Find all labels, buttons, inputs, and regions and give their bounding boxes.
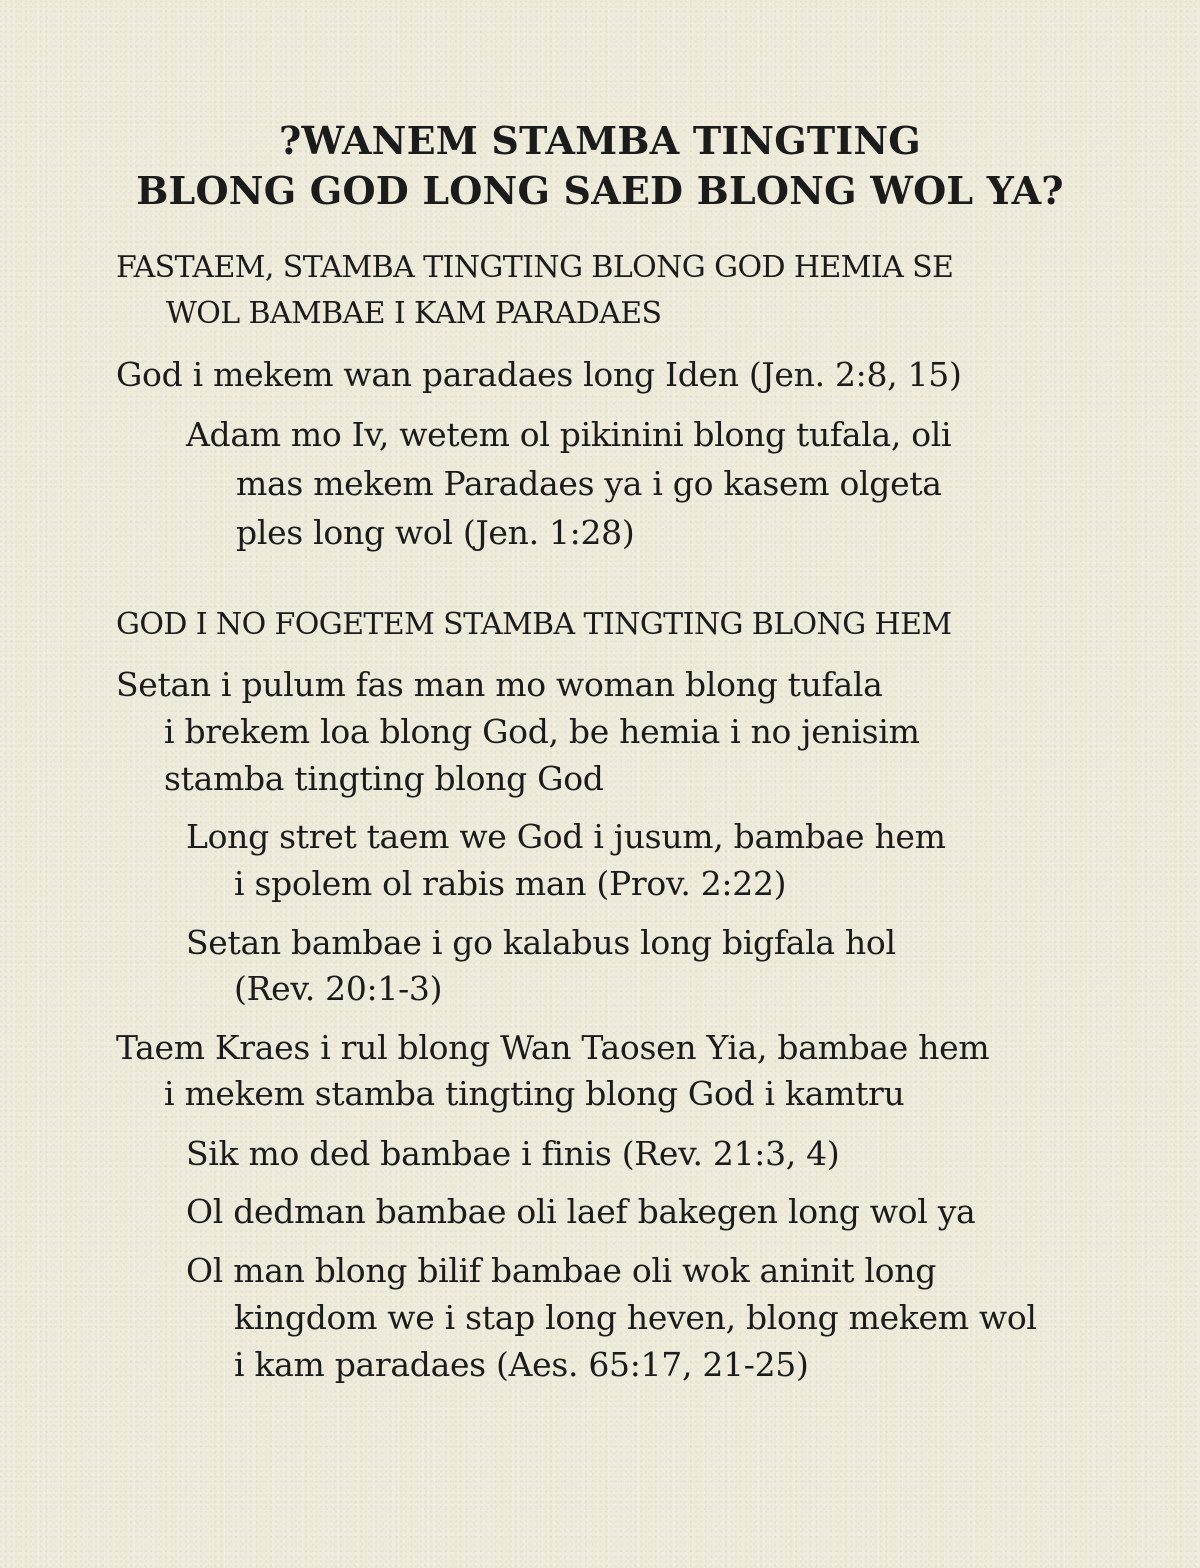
section-2-point-1-line-3: stamba tingting blong God: [164, 759, 604, 798]
section-2-point-1-line-1: Setan i pulum fas man mo woman blong tufala: [116, 665, 883, 704]
section-2-subpoint-1-line-1: Long stret taem we God i jusum, bambae hem: [186, 817, 946, 856]
section-1-point-1: God i mekem wan paradaes long Iden (Jen. 2:8, 15): [116, 355, 962, 394]
section-1-subpoint-1-line-2: mas mekem Paradaes ya i go kasem olgeta: [236, 464, 942, 503]
section-2-subpoint-5-line-3: i kam paradaes (Aes. 65:17, 21-25): [234, 1345, 809, 1384]
section-2-point-2-line-1: Taem Kraes i rul blong Wan Taosen Yia, bambae hem: [116, 1028, 990, 1067]
section-2-point-2-line-2: i mekem stamba tingting blong God i kamtru: [164, 1074, 905, 1113]
section-1-heading-line-2: WOL BAMBAE I KAM PARADAES: [166, 296, 662, 331]
page-title-line-2: BLONG GOD LONG SAED BLONG WOL YA?: [136, 168, 1064, 213]
section-2-subpoint-3: Sik mo ded bambae i finis (Rev. 21:3, 4): [186, 1134, 840, 1173]
section-1-subpoint-1-line-1: Adam mo Iv, wetem ol pikinini blong tufala, oli: [186, 415, 952, 454]
section-1-heading-line-1: FASTAEM, STAMBA TINGTING BLONG GOD HEMIA SE: [116, 250, 954, 285]
page-title-line-1: ?WANEM STAMBA TINGTING: [279, 118, 921, 163]
section-2-subpoint-4: Ol dedman bambae oli laef bakegen long wol ya: [186, 1192, 976, 1231]
section-2-point-1-line-2: i brekem loa blong God, be hemia i no jenisim: [164, 712, 920, 751]
section-2-subpoint-5-line-2: kingdom we i stap long heven, blong mekem wol: [234, 1298, 1037, 1337]
section-1-subpoint-1-line-3: ples long wol (Jen. 1:28): [236, 513, 635, 552]
section-2-subpoint-5-line-1: Ol man blong bilif bambae oli wok aninit long: [186, 1251, 937, 1290]
section-2-subpoint-1-line-2: i spolem ol rabis man (Prov. 2:22): [234, 864, 787, 903]
section-2-subpoint-2-line-2: (Rev. 20:1-3): [234, 969, 443, 1008]
section-2-heading: GOD I NO FOGETEM STAMBA TINGTING BLONG HEM: [116, 607, 952, 642]
section-2-subpoint-2-line-1: Setan bambae i go kalabus long bigfala hol: [186, 923, 896, 962]
